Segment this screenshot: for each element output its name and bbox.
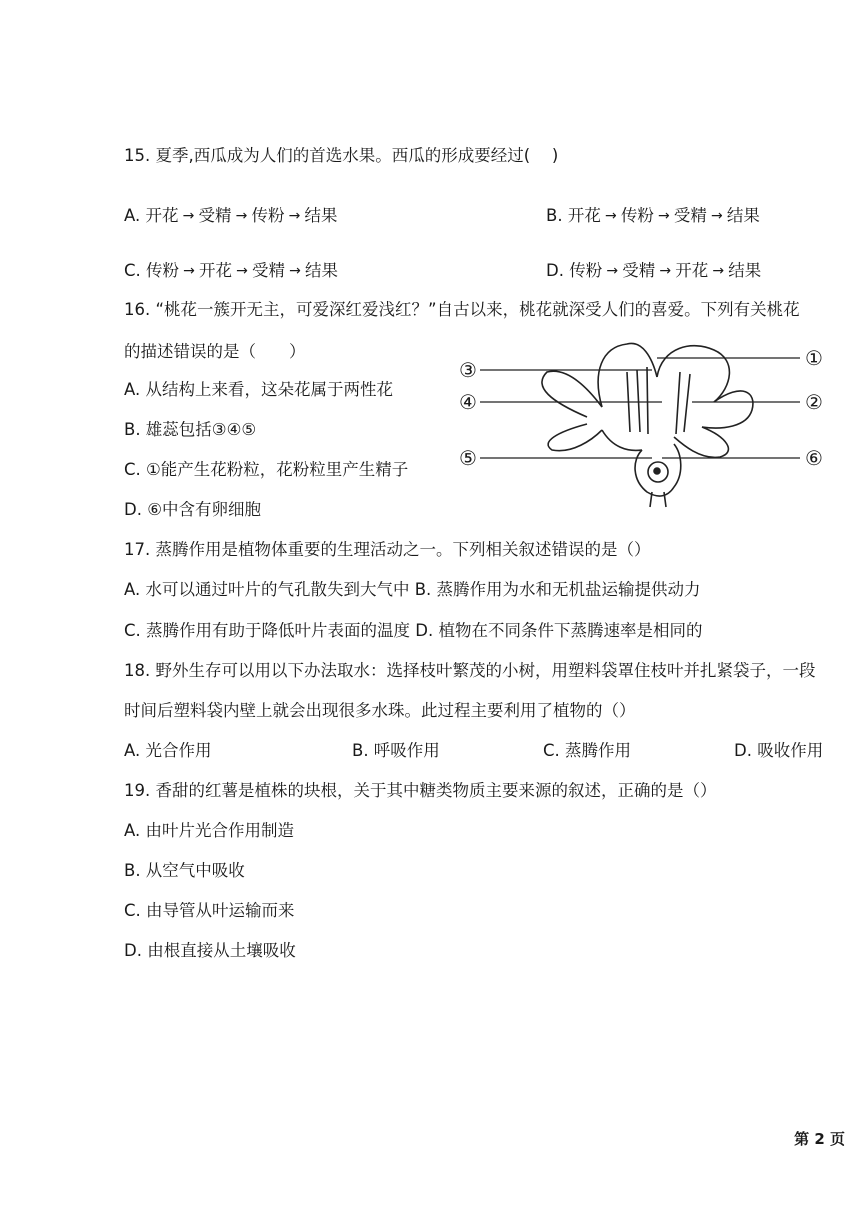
- q15-option-c[interactable]: [124, 259, 338, 283]
- flower-drawing: [542, 343, 753, 507]
- figure-label-3: ③: [459, 358, 477, 382]
- q16-option-b[interactable]: B. 雄蕊包括③④⑤: [124, 420, 257, 439]
- q16-stem-line1: 16. “桃花一簇开无主，可爱深红爱浅红？”自古以来，桃花就深受人们的喜爱。下列有关桃花: [124, 300, 800, 319]
- q18-option-a[interactable]: A. 光合作用: [124, 741, 212, 760]
- step: 传粉: [569, 261, 603, 280]
- step: 受精: [673, 206, 707, 225]
- step: 受精: [198, 206, 232, 225]
- option-letter: D.: [546, 261, 564, 280]
- option-letter: A.: [124, 206, 141, 225]
- step: 传粉: [146, 261, 180, 280]
- q15-option-a[interactable]: [124, 204, 338, 228]
- q16-option-d[interactable]: D. ⑥中含有卵细胞: [124, 500, 261, 519]
- figure-label-4: ④: [459, 390, 477, 414]
- q19-option-a[interactable]: A. 由叶片光合作用制造: [124, 821, 294, 840]
- option-letter: B.: [546, 206, 563, 225]
- q15-option-d[interactable]: [546, 259, 761, 283]
- q18-stem-line2: 时间后塑料袋内壁上就会出现很多水珠。此过程主要利用了植物的（）: [124, 701, 636, 720]
- step: 传粉: [251, 206, 285, 225]
- q15-option-b[interactable]: [546, 204, 760, 228]
- q16-option-a[interactable]: A. 从结构上来看，这朵花属于两性花: [124, 380, 393, 399]
- step: 受精: [252, 261, 286, 280]
- q18-option-c[interactable]: C. 蒸腾作用: [543, 741, 632, 760]
- figure-label-2: ②: [805, 390, 823, 414]
- step: 受精: [622, 261, 656, 280]
- q18-option-d[interactable]: D. 吸收作用: [734, 741, 824, 760]
- q18-option-b[interactable]: B. 呼吸作用: [352, 741, 440, 760]
- step: 结果: [304, 206, 338, 225]
- step: 开花: [199, 261, 233, 280]
- step: 开花: [145, 206, 179, 225]
- step: 开花: [567, 206, 601, 225]
- step: 结果: [728, 261, 762, 280]
- q17-options-ab[interactable]: A. 水可以通过叶片的气孔散失到大气中 B. 蒸腾作用为水和无机盐运输提供动力: [124, 580, 701, 599]
- q17-stem: 17. 蒸腾作用是植物体重要的生理活动之一。下列相关叙述错误的是（）: [124, 540, 651, 559]
- figure-label-1: ①: [805, 346, 823, 370]
- q19-option-c[interactable]: C. 由导管从叶运输而来: [124, 901, 295, 920]
- step: 开花: [675, 261, 709, 280]
- q18-stem-line1: 18. 野外生存可以用以下办法取水：选择枝叶繁茂的小树，用塑料袋罩住枝叶并扎紧袋子，一段: [124, 661, 816, 680]
- q19-option-b[interactable]: B. 从空气中吸收: [124, 861, 245, 880]
- q19-option-d[interactable]: D. 由根直接从土壤吸收: [124, 941, 296, 960]
- step: 结果: [726, 206, 760, 225]
- step: 结果: [305, 261, 339, 280]
- page-number: 第 2 页: [794, 1130, 845, 1148]
- q19-stem: 19. 香甜的红薯是植株的块根，关于其中糖类物质主要来源的叙述，正确的是（）: [124, 781, 717, 800]
- figure-label-6: ⑥: [805, 446, 823, 470]
- step: 传粉: [620, 206, 654, 225]
- q16-option-c[interactable]: C. ①能产生花粉粒，花粉粒里产生精子: [124, 460, 409, 479]
- figure-label-5: ⑤: [459, 446, 477, 470]
- q15-stem: 15. 夏季,西瓜成为人们的首选水果。西瓜的形成要经过( ): [124, 146, 559, 165]
- q17-options-cd[interactable]: C. 蒸腾作用有助于降低叶片表面的温度 D. 植物在不同条件下蒸腾速率是相同的: [124, 621, 703, 640]
- peach-flower-diagram: [452, 332, 832, 512]
- q16-stem-line2: 的描述错误的是（ ）: [124, 342, 306, 361]
- option-letter: C.: [124, 261, 141, 280]
